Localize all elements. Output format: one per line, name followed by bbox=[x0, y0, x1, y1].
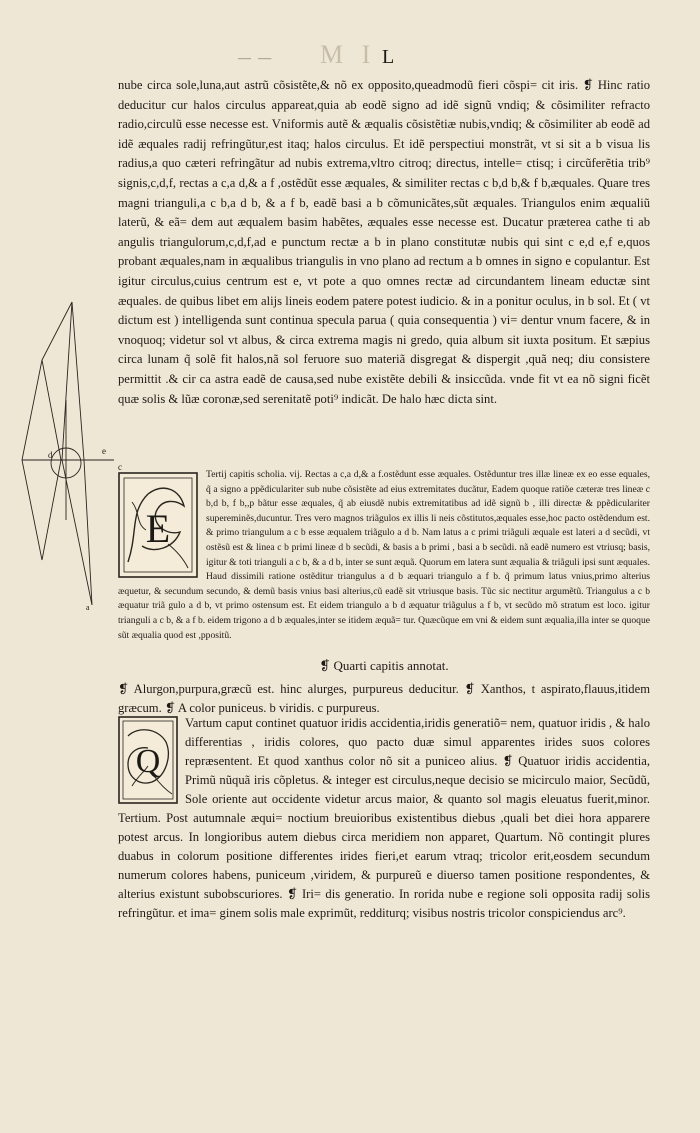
label-d: d bbox=[48, 450, 53, 460]
scholia-block bbox=[118, 468, 650, 643]
label-a: a bbox=[86, 603, 90, 612]
main-paragraph: nube circa sole,luna,aut astrũ cõsistẽte,& nõ ex opposito,queadmodũ fieri cõspi= cit iris. ❡ Hinc ratio deducitur cur halos circulus appareat,quia ab eodẽ signo ad idẽ signũ vndiq; & cõsimiliter refracto radio,circulũ esse necesse est. Vniformis autẽ & æqualis cõsistẽtiæ nubis,vndiq; & cõsimiliter ab eodẽ ad idẽ æquales radij refringũtur,est itaq; halos circulus. Et idẽ perspectiui monstrãt, vt si sit a b visua lis radius,a quo cæteri refringãtur ad nubis extrema,vltro citroq; directus, intelle= ctisq; i circũferẽtia trib⁹ signis,c,d,f, rectas a c,a d,& a f ,ostẽdũt esse æquales, & similiter rectas c b,d b,& f b,æquales. Quare tres magni trianguli,a c b,a d b, & a f b, eadẽ basi a b cõmunicãtes,sũt æquales. Triangulos enim æqualiũ laterũ, & eã= dem aut æqualem basim habẽtes, æquales esse necesse est. Ducatur præterea cathe ti ab angulis triangulorum,c,d,f,ad e punctum rectæ a b in plano constitutæ nubis qui sint c e,d e,f e,quos probant æquales,nam in æqualibus triangulis in vno plano ad rectum a b omnes in signo e copulantur. Est igitur circulus,cuius centrum est e, vt pote a quo omnes rectæ ad circundantem lineam eductæ sint æquales. de quibus libet em alijs lineis eodem patere potest iudicio. & in a ponitur oculus, in b sol. Et ( vt dictum est ) intelligenda sunt continua specula parua ( quia consequentia ) vi= dentur vnum facere, & in vnoquoq; videtur sol vt albus, & circa extrema magis ni gredo, quia album sit iuxta positum. Et sæpius circa lunam q̃ solẽ fit halos,nã sol feruore suo materiã disgregat & dispergit ,quã neq; diu consistere permittit .& cir ca astra eadẽ de causa,sed nube existẽte debili & insiccũda. vnde fit vt ea nõ signi ficẽt quæ solis & lũæ coronæ,sed serenitatẽ poti⁹ indicãt. De halo hæc dicta sint. bbox=[118, 78, 650, 406]
decorated-initial-q bbox=[118, 716, 178, 804]
scholia-text: Tertij capitis scholia. vij. Rectas a c,a d,& a f.ostẽdunt esse æquales. Ostẽduntur tres illæ lineæ ex eo esse equales, q̃ a signo a ppẽdiculariter sub nube cõsistẽte ad eius extremitates ducãtur, Eadem quoque ratiõe cæteræ tres lineæ c b,d b, f b,,p bãtur esse æquales, q̃ ab eiusdẽ nubis extremitatibus ad idẽ signũ b , illi directæ & ppẽdiculariter supereminẽs,ducuntur. Tres vero magnos triãgulos ex illis li neis cõstitutos,æquales esse,hoc pacto ostẽdendum est. & primo triangulum a c b esse æqualem triãgulo a d b. Nam latus a c primi triãguli æquale est lateri a d secũdi, vt ostẽsũ est & linea c b primi lineæ d b secũdi, & basis a b primi , basi a b secũdi. nã eadẽ numero est vtriusq; basis, igitur & toti trianguli a c b, & a d b, inter se sunt æquã. Quorum em latera sunt æqualia & triãguli ipsi sunt æquales. Haud dissimili ratione ostẽditur triangulus a d b æquari triangulo a f b. q̃ primum latus vnius,primo alterius æquetur, & secundum secundo, & demũ basis vnius basi alterius,cũ eadẽ sit vtriusque basis. Tũc sic nectitur argumẽtũ. Triangulus a c b æquatur triã gulo a d b, vt primo ostensum est. Et eidem triangulo a b d æquatur triãgulus a f b, vt secũdo mõ stratum est loco. igitur trianguli a c b, & a f b. eidem trigono a d b æquales,inter se itidem æquã= tur. Quæcũque em vni & eidem sunt æqualia,illa inter se quoque sũt æqualia quod est ,ppositũ. bbox=[118, 469, 650, 641]
halo-diagram bbox=[6, 300, 126, 620]
label-e: e bbox=[102, 446, 106, 456]
chapter-four-block bbox=[118, 714, 650, 923]
main-text-block bbox=[118, 76, 650, 409]
bleed-through-text: M I bbox=[320, 40, 377, 69]
gloss-text: ❡ Alurgon,purpura,græcũ est. hinc alurges, purpureus deducitur. ❡ Xanthos, t aspirato,flauus,itidem græcum. ❡ A color puniceus. b viridis. c purpureus. bbox=[118, 682, 650, 715]
decorated-initial-e bbox=[118, 472, 198, 578]
section-heading: ❡ Quarti capitis annotat. bbox=[319, 658, 449, 673]
gloss-block bbox=[118, 680, 650, 718]
folio-signature: L bbox=[382, 46, 395, 68]
chapter-four-text: Vartum caput continet quatuor iridis accidentia,iridis generatiõ= nem, quatuor iridis , & halo differentias , iridis colores, quo pacto duæ simul apparentes irides suos colores repræsentent. Et quod xanthus color nõ sit a puniceo alius. ❡ Quatuor iridis accidentia, Primũ nũquã iris cõpletus. & integer est circulus,neque decisio se micirculo maior, Secũdũ, Sole oriente aut occidente videtur arcus maior, & quanto sol magis eleuatus fuerit,minor. Tertium. Post autumnale æqui= noctium breuioribus existentibus diebus ,quali bet diei hora apparere potest arcus. In longioribus autem diebus circa meridiem non apparet, Quartum. Nõ contingit plures duabus in colorum positione differentes irides fieri,et earum vtraq; tricolor erit,eosdem secundum numerum colores habens, puniceum ,viridem, & purpureũ e diuerso tamen positione respondentes, & alterius existunt subobscuriores. ❡ Iri= dis generatio. In rorida nube e regione soli opposita radij solis refringũtur. et ima= ginem solis male exprimũt, redditurq; visibus nostris tricolor conspiciendus arc⁹. bbox=[118, 716, 650, 920]
header-rule: — — bbox=[238, 50, 274, 65]
label-c: c bbox=[118, 462, 122, 472]
initial-letter-q: Q bbox=[135, 743, 161, 780]
initial-letter: E bbox=[145, 506, 171, 551]
